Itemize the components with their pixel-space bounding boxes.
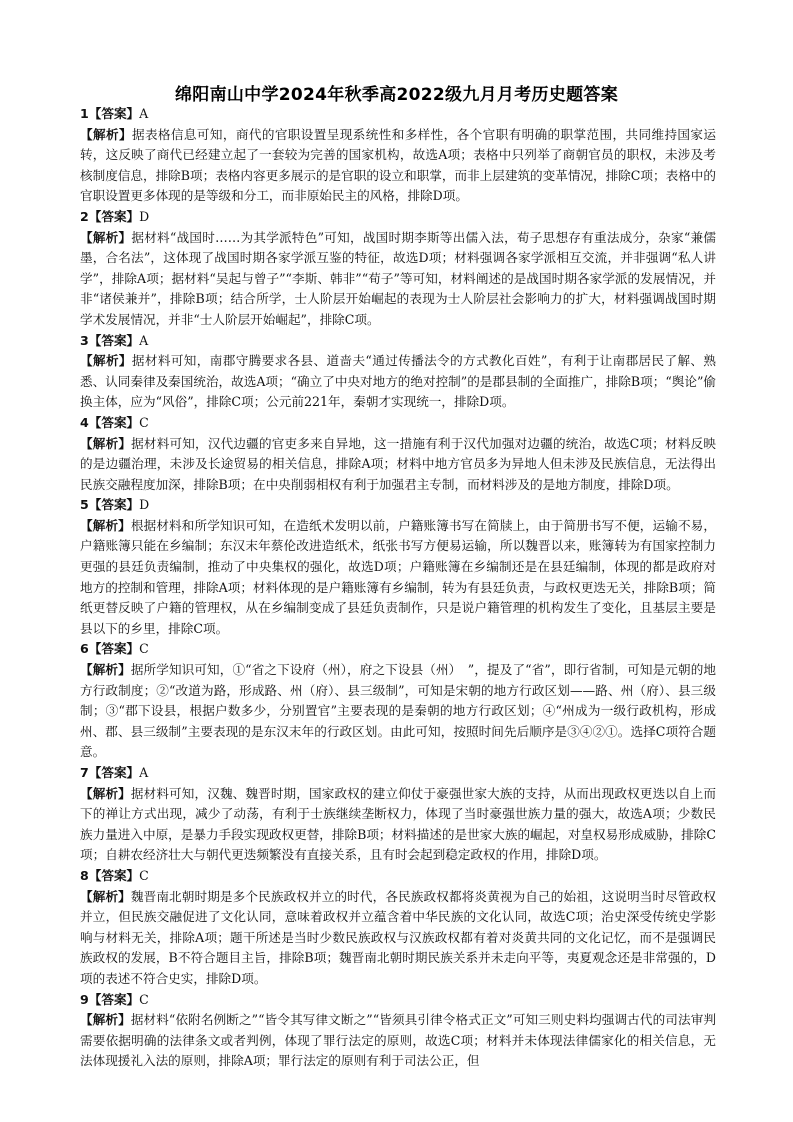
explanation-paragraph: [80, 1010, 716, 1072]
explanation-text: 据材料“战国时……为其学派特色”可知，战国时期李斯等出儒入法，荀子思想存有重法成分，杂家“兼儒墨，合名法”，这体现了战国时期各家学派互鉴的特征，故选D项；材料强调各家学派相互交流，并非强调“私人讲学”，排除A项；据材料“吴起与曾子”“李斯、韩非”“荀子”等可知，材料阐述的是战国时期各家学派的发展情况，并非“诸侯兼并”，排除B项；结合所学，士人阶层开始崛起的表现为士人阶层社会影响力的扩大，材料强调战国时期学术发展情况，并非“士人阶层开始崛起”，排除C项。: [80, 229, 716, 327]
answer-value: C: [139, 414, 149, 430]
answer-tag: 6【答案】: [80, 641, 140, 657]
question-item: [80, 763, 716, 866]
answer-value: A: [139, 106, 149, 121]
question-item: [80, 639, 716, 763]
answer-tag: 5【答案】: [80, 497, 140, 513]
question-item: [80, 866, 716, 990]
answer-line: [80, 866, 716, 887]
explanation-paragraph: [80, 887, 716, 990]
explanation-text: 据表格信息可知，商代的官职设置呈现系统性和多样性，各个官职有明确的职掌范围，共同维持国家运转，这反映了商代已经建立起了一套较为完善的国家机构，故选A项；表格中只列举了商朝官员的职权，未涉及考核制度信息，排除B项；表格内容更多展示的是官职的设立和职掌，而非上层建筑的变革情况，排除C项；表格中的官职设置更多体现的是等级和分工，而非原始民主的风格，排除D项。: [80, 126, 717, 204]
explanation-text: 据材料可知，南郡守腾要求各县、道啬夫“通过传播法令的方式教化百姓”，有利于让南郡居民了解、熟悉、认同秦律及秦国统治，故选A项；“确立了中央对地方的绝对控制”的是郡县制的全面推广，排除B项；“舆论”偷换主体，应为“风俗”，排除C项；公元前221年，秦朝才实现统一，排除D项。: [80, 353, 717, 410]
answer-tag: 1【答案】: [80, 106, 140, 121]
explanation-paragraph: [80, 434, 716, 496]
explanation-paragraph: [80, 516, 716, 640]
answer-line: [80, 990, 716, 1011]
explanation-text: 根据材料和所学知识可知，在造纸术发明以前，户籍账簿书写在简牍上，由于简册书写不便，运输不易，户籍账簿只能在乡编制；东汉末年蔡伦改进造纸术，纸张书写方便易运输，所以魏晋以来，账簿转为有国家控制力更强的县廷负责编制，推动了中央集权的强化，故选D项；户籍账簿在乡编制还是在县廷编制，体现的都是政府对地方的控制和管理，排除A项；材料体现的是户籍账簿有乡编制，转为有县廷负责，与政权更迭无关，排除B项；简纸更替反映了户籍的管理权，从在乡编制变成了县廷负责制作，只是说户籍管理的机构发生了变化，且基层主要是县以下的乡里，排除C项。: [80, 517, 717, 636]
explanation-paragraph: [80, 351, 716, 413]
explanation-tag: 【解析】: [80, 785, 131, 801]
answer-value: A: [139, 765, 149, 780]
explanation-tag: 【解析】: [80, 662, 131, 678]
explanation-paragraph: [80, 228, 716, 331]
answer-line: [80, 495, 716, 516]
answer-list: [80, 104, 716, 1072]
explanation-paragraph: [80, 784, 716, 866]
explanation-tag: 【解析】: [80, 126, 132, 142]
explanation-tag: 【解析】: [80, 1012, 131, 1028]
answer-line: [80, 763, 716, 784]
answer-value: C: [139, 991, 149, 1007]
answer-line: [80, 104, 716, 125]
explanation-tag: 【解析】: [80, 517, 131, 533]
answer-line: [80, 413, 716, 434]
question-item: [80, 331, 716, 413]
explanation-tag: 【解析】: [80, 435, 132, 451]
answer-tag: 9【答案】: [80, 991, 140, 1007]
answer-line: [80, 207, 716, 228]
explanation-text: 据材料可知，汉魏、魏晋时期，国家政权的建立仰仗于豪强世家大族的支持，从而出现政权更迭以自上而下的禅让方式出现，减少了动荡，有利于士族继续垄断权力，体现了当时豪强世族力量的强大，故选A项；少数民族力量进入中原，是暴力手段实现政权更替，排除B项；材料描述的是世家大族的崛起，对皇权易形成威胁，排除C项；自耕农经济壮大与朝代更迭频繁没有直接关系，且有时会起到稳定政权的作用，排除D项。: [80, 785, 717, 863]
question-item: [80, 495, 716, 639]
answer-value: A: [139, 332, 149, 348]
question-item: [80, 207, 716, 331]
explanation-text: 据材料可知，汉代边疆的官吏多来自异地，这一措施有利于汉代加强对边疆的统治，故选C项；材料反映的是边疆治理，未涉及长途贸易的相关信息，排除A项；材料中地方官员多为异地人但未涉及民族信息，无法得出民族交融程度加深，排除B项；在中央削弱相权有利于加强君主专制，而材料涉及的是地方制度，排除D项。: [80, 435, 717, 492]
answer-value: D: [139, 208, 150, 224]
answer-value: D: [139, 497, 150, 513]
answer-tag: 8【答案】: [80, 867, 140, 883]
question-item: [80, 104, 716, 207]
explanation-text: 魏晋南北朝时期是多个民族政权并立的时代，各民族政权都将炎黄视为自己的始祖，这说明当时尽管政权并立，但民族交融促进了文化认同，意味着政权并立蕴含着中华民族的文化认同，故选C项；治史深受传统史学影响与材料无关，排除A项；题干所述是当时少数民族政权与汉族政权都有着对炎黄共同的文化记忆，而不是强调民族政权的发展，B不符合题目主旨，排除B项；魏晋南北朝时期民族关系并未走向平等，夷夏观念还是非常强的，D项的表述不符合史实，排除D项。: [80, 888, 717, 986]
answer-tag: 3【答案】: [80, 332, 140, 348]
explanation-text: 据材料“依附名例断之”“皆令其写律文断之”“皆须具引律令格式正文”可知三则史料均强调古代的司法审判需要依据明确的法律条文或者判例，体现了罪行法定的原则，故选C项；材料并未体现法律儒家化的相关信息，无法体现援礼入法的原则，排除A项；罪行法定的原则有利于司法公正，但: [80, 1012, 716, 1069]
answer-value: C: [139, 867, 149, 883]
explanation-paragraph: [80, 125, 716, 207]
question-item: [80, 990, 716, 1072]
explanation-tag: 【解析】: [80, 229, 132, 245]
answer-value: C: [139, 641, 149, 657]
answer-tag: 7【答案】: [80, 765, 140, 780]
answer-line: [80, 639, 716, 660]
question-item: [80, 413, 716, 495]
explanation-tag: 【解析】: [80, 888, 131, 904]
answer-tag: 4【答案】: [80, 414, 140, 430]
document-title: 绵阳南山中学2024年秋季高2022级九月月考历史题答案: [174, 85, 619, 105]
answer-tag: 2【答案】: [80, 208, 140, 224]
explanation-text: 据所学知识可知，①“省之下设府（州），府之下设县（州） ”，提及了“省”，即行省制，可知是元朝的地方行政制度；②“改道为路，形成路、州（府）、县三级制”，可知是宋朝的地方行政区划——路、州（府）、县三级制；③“郡下设县，根据户数多少，分别置官”主要表现的是秦朝的地方行政区划；④“州成为一级行政机构，形成州、郡、县三级制”主要表现的是东汉末年的行政区划。由此可知，按照时间先后顺序是③④②①。选择C项符合题意。: [80, 662, 717, 760]
explanation-paragraph: [80, 660, 716, 763]
explanation-tag: 【解析】: [80, 353, 132, 369]
answer-line: [80, 331, 716, 352]
